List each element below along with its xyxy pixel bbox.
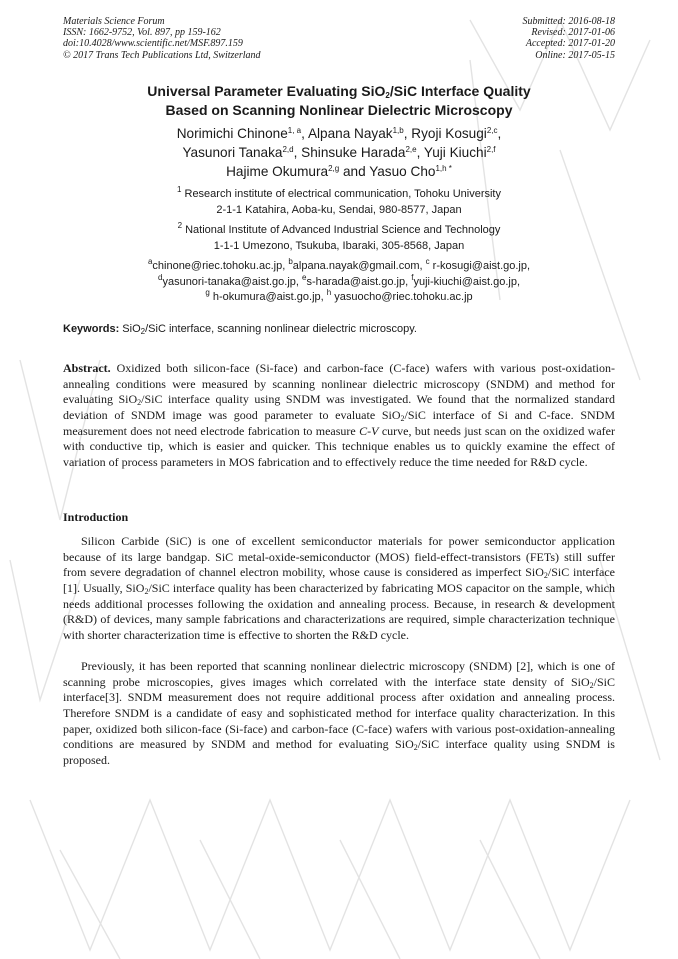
author: Ryoji Kosugi$^{2,c}$,: [411, 126, 502, 141]
author: Hajime Okumura$^{2,g}$ and: [226, 164, 370, 180]
abstract-label: Abstract.: [63, 361, 111, 375]
author: Alpana Nayak$^{1,b}$,: [307, 126, 412, 141]
journal-info: [63, 16, 261, 61]
email-link[interactable]: $^f$yuji-kiuchi@aist.go.jp,: [411, 272, 520, 288]
affiliation-1: $^1$ Research institute of electrical communication, Tohoku University 2-1-1 Katahira, Aoba-ku, Sendai, 980-8577, Japan: [176, 185, 501, 216]
abstract: Abstract. Oxidized both silicon-face (Si-face) and carbon-face (C-face) wafers with various post-oxidation-annealing conditions were measured by scanning nonlinear dielectric microscopy (SNDM) and method for evaluating SiO$_2$/SiC interface quality using SNDM was investigated. We found that the normalized standard deviation of SNDM image was good parameter to evaluate SiO$_2$/SiC interface of Si and C-face. SNDM measurement does not need electrode fabrication to measure C-V curve, but needs just scan on the oxidized wafer with conductive tip, which is easier and quicker. This technique enables us to quickly examine the effect of variation of process parameters in MOS fabrication and to effectively reduce the time needed for R&D cycle.: [63, 361, 616, 469]
email-link[interactable]: $^c$ r-kosugi@aist.go.jp,: [425, 257, 531, 272]
author-emails: [63, 259, 615, 306]
email-link[interactable]: $^a$chinone@riec.tohoku.ac.jp,: [147, 257, 289, 272]
email-link[interactable]: $^d$yasunori-tanaka@aist.go.jp,: [158, 272, 303, 288]
journal-name: Materials Science Forum: [63, 16, 165, 27]
article-dates: [523, 16, 616, 61]
email-link[interactable]: $^e$s-harada@aist.go.jp,: [302, 272, 412, 288]
intro-paragraph-1: Silicon Carbide (SiC) is one of excellent semiconductor materials for power semiconductor application because of its large bandgap. SiC metal-oxide-semiconductor (MOS) field-effect-transistors (FETs) still suffer from severe degradation of channel electron mobility, whose cause is considered as imperfect SiO$_2$/SiC interface [1]. Usually, SiO$_2$/SiC interface quality has been characterized by fabricating MOS capacitor on the sample, which needs additional processes following the oxidation and annealing process. Because, in research & development (R&D) of devices, many sample fabrications and characterizations are required, simple characterization technique with shorter characterization time is effective to shorten the R&D cycle.: [63, 534, 616, 642]
intro-paragraph-2: Previously, it has been reported that scanning nonlinear dielectric microscopy (SNDM) [2], which is one of scanning probe microscopies, gives images which correlated with the interface state density of SiO$_2$/SiC interface[3]. SNDM measurement does not require additional process after oxidation and annealing process. Therefore SNDM is a candidate of easy and sophisticated method for interface quality characterization. In this paper, oxidized both silicon-face (Si-face) and carbon-face (C-face) wafers with various post-oxidation-annealing conditions are measured by SNDM and method for evaluating SiO$_2$/SiC interface quality using SNDM is proposed.: [63, 659, 615, 767]
author: Shinsuke Harada$^{2,e}$,: [301, 145, 424, 161]
author: Yasunori Tanaka$^{2,d}$,: [182, 145, 302, 161]
date-online: Online: 2017-05-15: [535, 49, 615, 61]
email-link[interactable]: $^h$ yasuocho@riec.tohoku.ac.jp: [326, 288, 473, 303]
date-submitted: Submitted: 2016-08-18: [522, 16, 615, 27]
date-accepted: Accepted: 2017-01-20: [525, 38, 615, 50]
section-heading-introduction: Introduction: [63, 510, 129, 524]
author: Norimichi Chinone$^{1, a}$,: [176, 126, 308, 141]
author-list: [63, 124, 615, 182]
author: Yuji Kiuchi$^{2,f}$: [423, 145, 496, 161]
journal-doi[interactable]: doi:10.4028/www.scientific.net/MSF.897.159: [63, 38, 243, 50]
keywords: Keywords: SiO$_2$/SiC interface, scanning nonlinear dielectric microscopy.: [63, 323, 417, 336]
email-link[interactable]: $^g$ h-okumura@aist.go.jp,: [205, 288, 327, 303]
date-revised: Revised: 2017-01-06: [531, 27, 615, 39]
paper-title: Universal Parameter Evaluating SiO$_2$/SiC Interface Quality Based on Scanning Nonlinear Dielectric Microscopy: [147, 83, 531, 118]
keywords-label: Keywords:: [63, 323, 120, 335]
author: Yasuo Cho$^{1,h *}$: [369, 164, 452, 180]
journal-issn: ISSN: 1662-9752, Vol. 897, pp 159-162: [63, 27, 221, 39]
email-link[interactable]: $^b$alpana.nayak@gmail.com,: [288, 257, 426, 272]
journal-copyright: © 2017 Trans Tech Publications Ltd, Switzerland: [63, 49, 261, 61]
affiliation-2: $^2$ National Institute of Advanced Industrial Science and Technology 1-1-1 Umezono, Tsukuba, Ibaraki, 305-8568, Japan: [177, 221, 501, 252]
